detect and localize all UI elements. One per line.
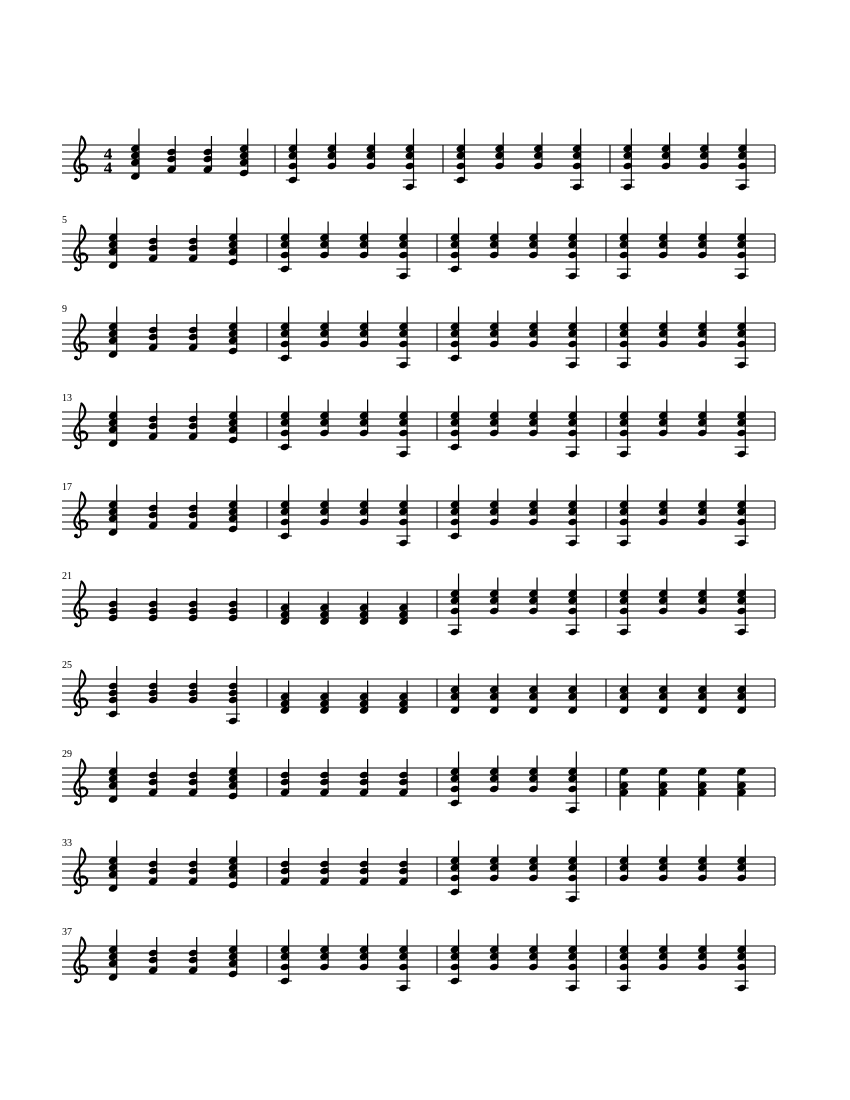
chord: [489, 674, 499, 715]
chord: [566, 841, 580, 904]
chord: [735, 574, 749, 637]
measure-number: 29: [62, 749, 72, 760]
staff-system: [62, 749, 775, 814]
chord: [489, 400, 499, 438]
chord: [528, 222, 538, 260]
measure-number: 25: [62, 660, 72, 671]
chord: [619, 845, 629, 883]
chord: [319, 934, 329, 972]
chord: [148, 492, 158, 530]
chord: [106, 666, 120, 718]
staff-system: [62, 215, 775, 280]
chord: [359, 759, 369, 797]
chord: [658, 845, 668, 883]
staff-system: [62, 129, 775, 192]
chord: [566, 574, 580, 637]
chord: [697, 311, 707, 349]
chord: [528, 845, 538, 883]
chord: [228, 588, 238, 622]
chord: [226, 666, 240, 725]
chord: [280, 759, 290, 797]
chord: [735, 485, 749, 548]
chord: [448, 574, 462, 637]
chord: [619, 674, 629, 715]
chord: [736, 674, 746, 715]
measure: [450, 674, 606, 715]
chord: [617, 396, 631, 459]
chord: [188, 848, 198, 886]
time-signature: [104, 145, 113, 178]
chord: [736, 845, 746, 883]
chord: [188, 314, 198, 352]
measure: [617, 485, 775, 548]
measure: [280, 590, 437, 626]
chord: [735, 930, 749, 993]
measure-number: 21: [62, 571, 72, 582]
chord: [735, 307, 749, 370]
chord: [278, 930, 292, 986]
chord: [359, 489, 369, 527]
measure: [454, 129, 610, 192]
chord: [359, 934, 369, 972]
chord: [359, 848, 369, 886]
chord: [403, 129, 417, 192]
chord: [398, 759, 408, 797]
chord: [188, 403, 198, 441]
measure-number: 37: [62, 927, 72, 938]
measure: [278, 396, 437, 459]
measure: [617, 930, 775, 993]
staff-system: [62, 571, 775, 636]
chord: [697, 674, 707, 715]
chord: [188, 759, 198, 797]
chord: [658, 489, 668, 527]
chord: [697, 934, 707, 972]
measure: [278, 307, 437, 370]
chord: [286, 129, 300, 185]
chord: [319, 759, 329, 797]
measure: [448, 930, 606, 993]
chord: [228, 930, 238, 979]
chord: [396, 396, 410, 459]
chord: [188, 670, 198, 704]
chord: [228, 396, 238, 445]
chord: [566, 307, 580, 370]
staff-system: [62, 660, 775, 725]
chord: [489, 578, 499, 616]
chord: [319, 222, 329, 260]
chord: [148, 670, 158, 704]
chord: [697, 489, 707, 527]
measure: [448, 841, 606, 904]
chord: [489, 311, 499, 349]
chord: [533, 133, 543, 171]
chord: [359, 311, 369, 349]
chord: [148, 314, 158, 352]
chord: [566, 218, 580, 281]
chord: [228, 841, 238, 890]
chord: [566, 396, 580, 459]
chord: [148, 759, 158, 797]
measure-number: 17: [62, 482, 72, 493]
chord: [278, 485, 292, 541]
chord: [448, 930, 462, 986]
chord: [203, 136, 213, 174]
chord: [566, 752, 580, 815]
measure: [621, 129, 775, 192]
chord: [359, 222, 369, 260]
chord: [454, 129, 468, 185]
chord: [108, 588, 118, 622]
chord: [528, 400, 538, 438]
chord: [617, 574, 631, 637]
chord: [188, 588, 198, 622]
chord: [398, 848, 408, 886]
chord: [327, 133, 337, 171]
measure: [448, 307, 606, 370]
chord: [148, 403, 158, 441]
chord: [658, 934, 668, 972]
measure-number: 13: [62, 393, 72, 404]
chord: [566, 485, 580, 548]
chord: [735, 129, 749, 192]
chord: [166, 136, 176, 174]
chord: [450, 674, 460, 715]
measure: [617, 218, 775, 281]
chord: [319, 489, 329, 527]
chord: [528, 578, 538, 616]
measure: [280, 759, 437, 797]
chord: [617, 307, 631, 370]
measure: [108, 588, 267, 622]
chord: [528, 934, 538, 972]
measure: [278, 930, 437, 993]
chord: [148, 225, 158, 263]
measure-number: 33: [62, 838, 72, 849]
chord: [658, 400, 668, 438]
chord: [658, 578, 668, 616]
measure-number: 5: [62, 215, 67, 226]
chord: [188, 937, 198, 975]
measure: [617, 574, 775, 637]
chord: [448, 307, 462, 363]
chord: [489, 222, 499, 260]
chord: [278, 396, 292, 452]
chord: [566, 930, 580, 993]
chord: [448, 752, 462, 808]
chord: [396, 930, 410, 993]
measure: [448, 396, 606, 459]
chord: [697, 578, 707, 616]
chord: [617, 930, 631, 993]
chord: [735, 396, 749, 459]
measure: [619, 674, 775, 715]
measure: [448, 485, 606, 548]
chord: [489, 845, 499, 883]
chord: [735, 218, 749, 281]
chord: [319, 311, 329, 349]
measure: [280, 848, 437, 886]
chord: [448, 485, 462, 541]
chord: [228, 485, 238, 534]
staff-system: [62, 304, 775, 369]
chord: [228, 218, 238, 267]
chord: [396, 218, 410, 281]
chord: [658, 311, 668, 349]
measure: [280, 679, 437, 715]
chord: [528, 674, 538, 715]
measure: [278, 218, 437, 281]
chord: [617, 485, 631, 548]
chord: [697, 222, 707, 260]
chord: [188, 225, 198, 263]
chord: [148, 588, 158, 622]
staff-system: [62, 927, 775, 992]
chord: [278, 307, 292, 363]
time-signature-numerator: 4: [103, 144, 113, 164]
chord: [359, 400, 369, 438]
measure: [617, 307, 775, 370]
chord: [188, 492, 198, 530]
measure: [106, 666, 267, 725]
chord: [489, 489, 499, 527]
chord: [489, 934, 499, 972]
chord: [697, 400, 707, 438]
chord: [148, 848, 158, 886]
chord: [319, 848, 329, 886]
chord: [621, 129, 635, 192]
chord: [228, 752, 238, 801]
chord: [658, 674, 668, 715]
measure-number: 9: [62, 304, 67, 315]
chord: [661, 133, 671, 171]
chord: [228, 307, 238, 356]
chord: [658, 222, 668, 260]
chord: [699, 133, 709, 171]
chord: [396, 485, 410, 548]
measure: [448, 218, 606, 281]
measure: [617, 396, 775, 459]
chord: [148, 937, 158, 975]
chord: [567, 674, 577, 715]
chord: [528, 311, 538, 349]
chord: [239, 129, 249, 178]
chord: [489, 756, 499, 794]
measure: [278, 485, 437, 548]
time-signature-denominator: 4: [103, 158, 113, 178]
chord: [396, 307, 410, 370]
chord: [366, 133, 376, 171]
chord: [448, 841, 462, 897]
chord: [617, 218, 631, 281]
chord: [494, 133, 504, 171]
chord: [528, 756, 538, 794]
measure: [448, 752, 606, 815]
chord: [697, 845, 707, 883]
chord: [319, 400, 329, 438]
chord: [448, 218, 462, 274]
staff-system: [62, 482, 775, 547]
chord: [280, 848, 290, 886]
chord: [278, 218, 292, 274]
chord: [528, 489, 538, 527]
measure: [619, 845, 775, 886]
staff-system: [62, 393, 775, 458]
chord: [448, 396, 462, 452]
chord: [570, 129, 584, 192]
measure: [286, 129, 443, 192]
measure: [448, 574, 606, 637]
staff-system: [62, 838, 775, 903]
